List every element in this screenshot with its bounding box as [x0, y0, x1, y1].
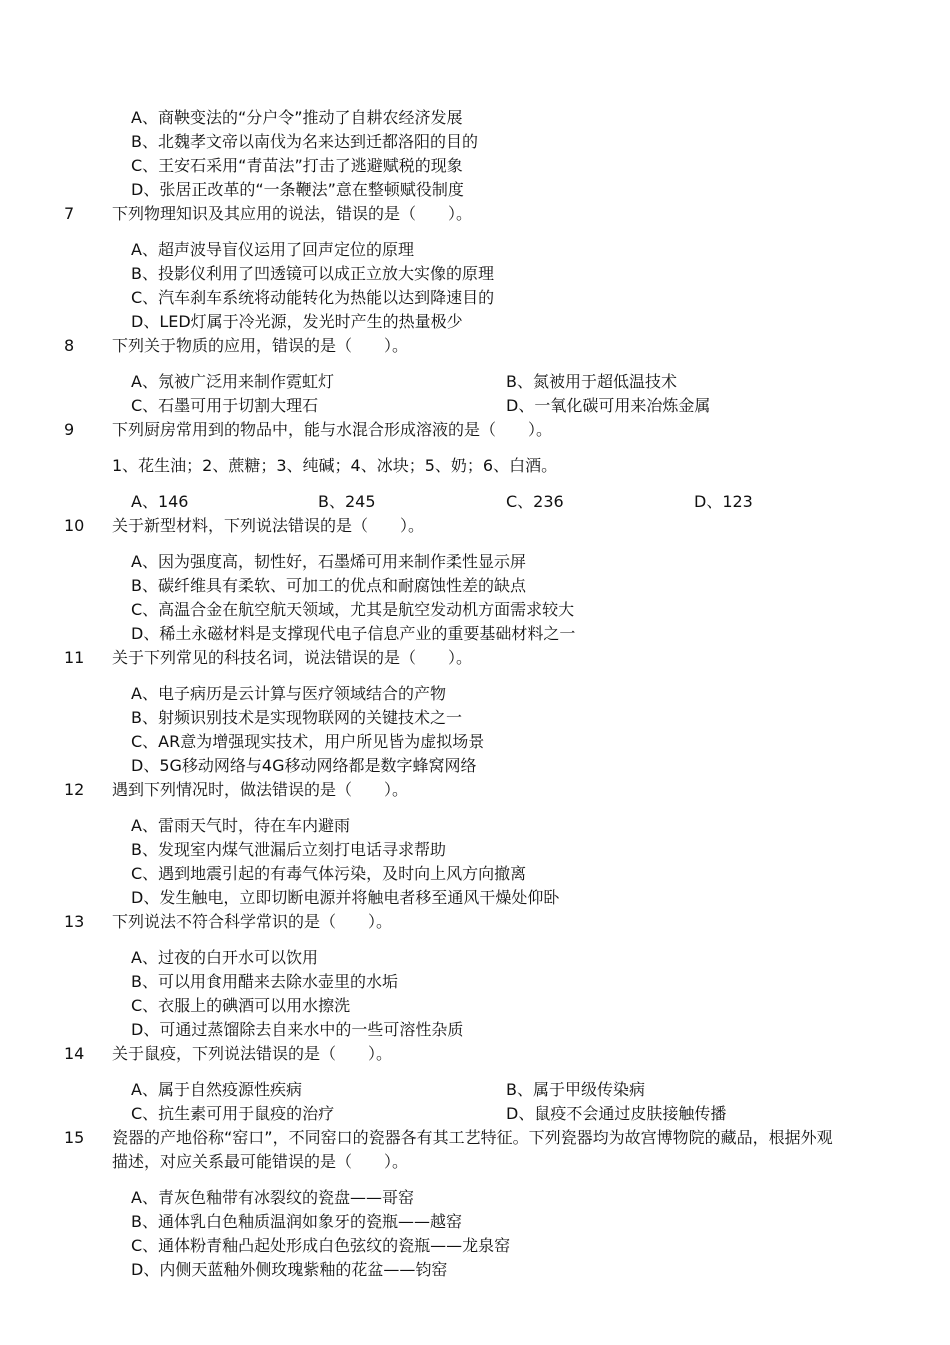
q10-number: 10	[64, 516, 85, 535]
q11-number: 11	[64, 648, 85, 667]
q14-option-b: B、属于甲级传染病	[506, 1080, 645, 1099]
q15-option-d: D、内侧天蓝釉外侧玫瑰紫釉的花盆——钧窑	[131, 1260, 448, 1279]
q8-option-d: D、一氧化碳可用来冶炼金属	[506, 396, 711, 415]
q11-option-b: B、射频识别技术是实现物联网的关键技术之一	[131, 708, 462, 727]
q7-stem: 下列物理知识及其应用的说法，错误的是（ ）。	[112, 204, 473, 223]
q15-stem-line-1: 瓷器的产地俗称“窑口”，不同窑口的瓷器各有其工艺特征。下列瓷器均为故宫博物院的藏品，根据外观	[112, 1128, 833, 1147]
q10-stem: 关于新型材料，下列说法错误的是（ ）。	[112, 516, 425, 535]
q15-option-c: C、通体粉青釉凸起处形成白色弦纹的瓷瓶——龙泉窑	[131, 1236, 511, 1255]
q13-option-d: D、可通过蒸馏除去自来水中的一些可溶性杂质	[131, 1020, 464, 1039]
q14-number: 14	[64, 1044, 85, 1063]
q15-number: 15	[64, 1128, 85, 1147]
q9-option-a: A、146	[131, 492, 189, 511]
q7-option-c: C、汽车刹车系统将动能转化为热能以达到降速目的	[131, 288, 495, 307]
q10-option-a: A、因为强度高，韧性好，石墨烯可用来制作柔性显示屏	[131, 552, 526, 571]
q7-option-a: A、超声波导盲仪运用了回声定位的原理	[131, 240, 414, 259]
q11-stem: 关于下列常见的科技名词，说法错误的是（ ）。	[112, 648, 473, 667]
q10-option-b: B、碳纤维具有柔软、可加工的优点和耐腐蚀性差的缺点	[131, 576, 526, 595]
q13-number: 13	[64, 912, 85, 931]
q9-option-d: D、123	[694, 492, 753, 511]
q10-option-d: D、稀土永磁材料是支撑现代电子信息产业的重要基础材料之一	[131, 624, 576, 643]
q12-option-c: C、遇到地震引起的有毒气体污染，及时向上风方向撤离	[131, 864, 527, 883]
q15-stem-line-2: 描述，对应关系最可能错误的是（ ）。	[112, 1152, 409, 1171]
q6-option-b: B、北魏孝文帝以南伐为名来达到迁都洛阳的目的	[131, 132, 478, 151]
q8-option-c: C、石墨可用于切割大理石	[131, 396, 319, 415]
q14-option-d: D、鼠疫不会通过皮肤接触传播	[506, 1104, 727, 1123]
q14-option-c: C、抗生素可用于鼠疫的治疗	[131, 1104, 335, 1123]
q6-option-c: C、王安石采用“青苗法”打击了逃避赋税的现象	[131, 156, 463, 175]
q8-number: 8	[64, 336, 75, 355]
q13-option-c: C、衣服上的碘酒可以用水擦洗	[131, 996, 351, 1015]
q9-substatement: 1、花生油；2、蔗糖；3、纯碱；4、冰块；5、奶；6、白酒。	[112, 456, 558, 475]
q13-stem: 下列说法不符合科学常识的是（ ）。	[112, 912, 393, 931]
q11-option-c: C、AR意为增强现实技术，用户所见皆为虚拟场景	[131, 732, 485, 751]
q7-option-d: D、LED灯属于冷光源，发光时产生的热量极少	[131, 312, 463, 331]
q9-option-b: B、245	[318, 492, 376, 511]
q8-stem: 下列关于物质的应用，错误的是（ ）。	[112, 336, 409, 355]
q12-option-b: B、发现室内煤气泄漏后立刻打电话寻求帮助	[131, 840, 446, 859]
q8-option-a: A、氖被广泛用来制作霓虹灯	[131, 372, 334, 391]
q11-option-a: A、电子病历是云计算与医疗领域结合的产物	[131, 684, 446, 703]
q6-option-a: A、商鞅变法的“分户令”推动了自耕农经济发展	[131, 108, 463, 127]
q12-option-a: A、雷雨天气时，待在车内避雨	[131, 816, 350, 835]
q6-option-d: D、张居正改革的“一条鞭法”意在整顿赋役制度	[131, 180, 464, 199]
q14-option-a: A、属于自然疫源性疾病	[131, 1080, 302, 1099]
q9-option-c: C、236	[506, 492, 564, 511]
q7-number: 7	[64, 204, 75, 223]
q12-stem: 遇到下列情况时，做法错误的是（ ）。	[112, 780, 409, 799]
q15-option-a: A、青灰色釉带有冰裂纹的瓷盘——哥窑	[131, 1188, 414, 1207]
q12-number: 12	[64, 780, 85, 799]
q13-option-a: A、过夜的白开水可以饮用	[131, 948, 318, 967]
q9-number: 9	[64, 420, 75, 439]
q11-option-d: D、5G移动网络与4G移动网络都是数字蜂窝网络	[131, 756, 477, 775]
q14-stem: 关于鼠疫，下列说法错误的是（ ）。	[112, 1044, 393, 1063]
q12-option-d: D、发生触电，立即切断电源并将触电者移至通风干燥处仰卧	[131, 888, 560, 907]
q8-option-b: B、氮被用于超低温技术	[506, 372, 677, 391]
q10-option-c: C、高温合金在航空航天领域，尤其是航空发动机方面需求较大	[131, 600, 575, 619]
q15-option-b: B、通体乳白色釉质温润如象牙的瓷瓶——越窑	[131, 1212, 462, 1231]
q7-option-b: B、投影仪利用了凹透镜可以成正立放大实像的原理	[131, 264, 494, 283]
q13-option-b: B、可以用食用醋来去除水壶里的水垢	[131, 972, 398, 991]
q9-stem: 下列厨房常用到的物品中，能与水混合形成溶液的是（ ）。	[112, 420, 553, 439]
